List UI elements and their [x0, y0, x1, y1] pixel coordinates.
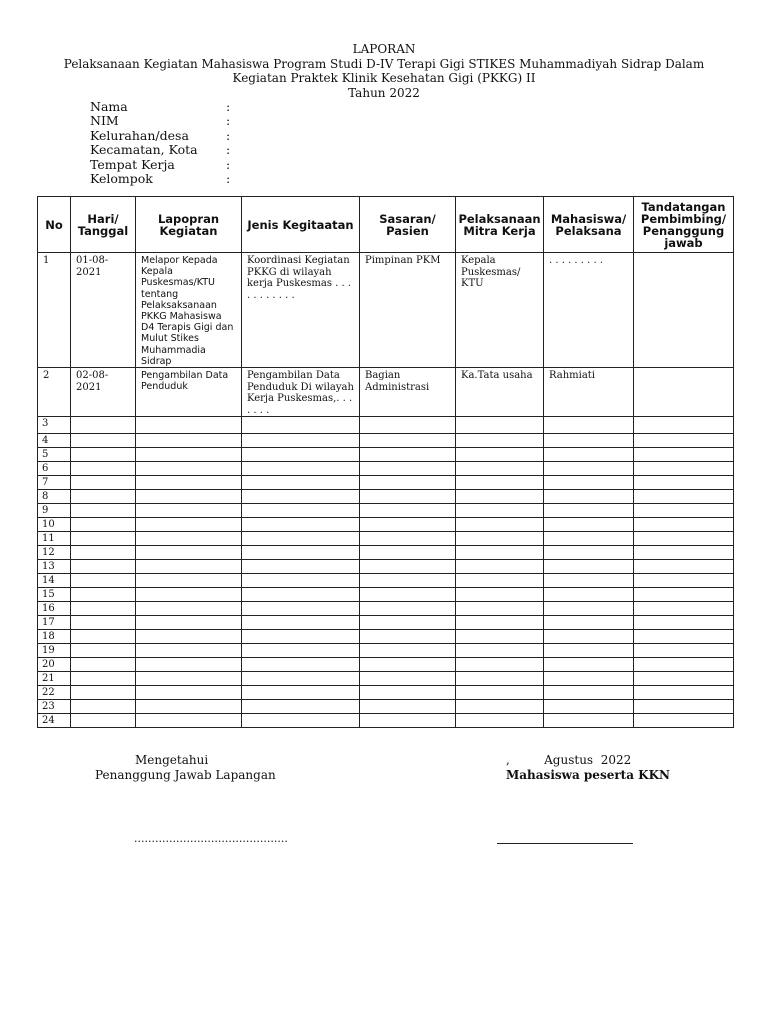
- empty-cell: [456, 630, 544, 644]
- report-header: [0, 42, 768, 100]
- empty-cell: [136, 476, 242, 490]
- empty-cell: [242, 616, 360, 630]
- cell-ttd: [634, 253, 734, 368]
- empty-cell: [634, 714, 734, 728]
- empty-cell: [360, 714, 456, 728]
- empty-cell: [242, 644, 360, 658]
- empty-cell: [456, 686, 544, 700]
- empty-cell: [242, 658, 360, 672]
- identity-colon: :: [226, 127, 231, 143]
- cell-no: 13: [38, 560, 71, 574]
- cell-no: 7: [38, 476, 71, 490]
- table-row: [38, 602, 734, 616]
- empty-cell: [71, 658, 136, 672]
- empty-cell: [242, 546, 360, 560]
- table-row: [38, 504, 734, 518]
- table-row: [38, 253, 734, 368]
- empty-cell: [544, 574, 634, 588]
- empty-cell: [136, 672, 242, 686]
- empty-cell: [71, 686, 136, 700]
- empty-cell: [634, 546, 734, 560]
- empty-cell: [456, 672, 544, 686]
- empty-cell: [456, 616, 544, 630]
- empty-cell: [360, 574, 456, 588]
- empty-cell: [360, 546, 456, 560]
- empty-cell: [544, 658, 634, 672]
- empty-cell: [360, 448, 456, 462]
- empty-cell: [360, 700, 456, 714]
- report-title: LAPORAN: [352, 42, 416, 56]
- empty-cell: [360, 672, 456, 686]
- empty-cell: [71, 518, 136, 532]
- right-signature-line: [497, 843, 633, 844]
- empty-cell: [634, 644, 734, 658]
- identity-colon: :: [226, 142, 231, 158]
- table-row: [38, 546, 734, 560]
- empty-cell: [456, 417, 544, 434]
- empty-cell: [136, 574, 242, 588]
- cell-mitra: Ka.Tata usaha: [456, 368, 544, 417]
- empty-cell: [136, 560, 242, 574]
- header-laporan: Lapopran Kegiatan: [136, 197, 242, 253]
- identity-colon: :: [226, 170, 231, 186]
- empty-cell: [634, 434, 734, 448]
- table-row: [38, 518, 734, 532]
- empty-cell: [360, 490, 456, 504]
- footer-left: [95, 753, 276, 782]
- empty-cell: [242, 714, 360, 728]
- table-row: [38, 588, 734, 602]
- identity-colon: :: [226, 156, 231, 172]
- cell-laporan: Pengambilan Data Penduduk: [136, 368, 242, 417]
- empty-cell: [360, 504, 456, 518]
- empty-cell: [71, 630, 136, 644]
- empty-cell: [634, 518, 734, 532]
- empty-cell: [544, 546, 634, 560]
- empty-cell: [242, 462, 360, 476]
- empty-cell: [360, 476, 456, 490]
- empty-cell: [634, 532, 734, 546]
- empty-cell: [136, 462, 242, 476]
- empty-cell: [544, 588, 634, 602]
- report-subtitle-line2: Kegiatan Praktek Klinik Kesehatan Gigi (PKKG) II: [232, 71, 536, 86]
- cell-no: 10: [38, 518, 71, 532]
- empty-cell: [456, 700, 544, 714]
- empty-cell: [634, 658, 734, 672]
- empty-cell: [544, 532, 634, 546]
- footer-mahasiswa: Mahasiswa peserta KKN: [506, 767, 670, 782]
- empty-cell: [456, 490, 544, 504]
- table-header-row: [38, 197, 734, 253]
- empty-cell: [544, 644, 634, 658]
- empty-cell: [242, 588, 360, 602]
- table-row: [38, 448, 734, 462]
- identity-label: NIM: [90, 113, 119, 129]
- cell-jenis: Pengambilan Data Penduduk Di wilayah Kerja Puskesmas,. . . . . . .: [242, 368, 360, 417]
- empty-cell: [136, 616, 242, 630]
- empty-cell: [360, 518, 456, 532]
- empty-cell: [360, 462, 456, 476]
- empty-cell: [456, 532, 544, 546]
- cell-mitra: Kepala Puskesmas/ KTU: [456, 253, 544, 368]
- table-row: [38, 462, 734, 476]
- empty-cell: [242, 686, 360, 700]
- empty-cell: [242, 504, 360, 518]
- left-signature-line: ............................................: [134, 832, 288, 845]
- empty-cell: [544, 602, 634, 616]
- empty-cell: [634, 672, 734, 686]
- footer-date: , Agustus 2022: [506, 753, 632, 767]
- empty-cell: [242, 518, 360, 532]
- empty-cell: [242, 434, 360, 448]
- empty-cell: [634, 560, 734, 574]
- empty-cell: [634, 616, 734, 630]
- empty-cell: [71, 574, 136, 588]
- empty-cell: [242, 448, 360, 462]
- empty-cell: [242, 532, 360, 546]
- empty-cell: [136, 504, 242, 518]
- cell-laporan: Melapor Kepada Kepala Puskesmas/KTU tentang Pelaksaksanaan PKKG Mahasiswa D4 Terapis Gigi dan Mulut Stikes Muhammadia Sidrap: [136, 253, 242, 368]
- empty-cell: [544, 462, 634, 476]
- empty-cell: [456, 518, 544, 532]
- empty-cell: [71, 434, 136, 448]
- empty-cell: [360, 616, 456, 630]
- cell-no: 23: [38, 700, 71, 714]
- table-row: [38, 560, 734, 574]
- table-row: [38, 476, 734, 490]
- empty-cell: [136, 417, 242, 434]
- empty-cell: [544, 417, 634, 434]
- empty-cell: [136, 532, 242, 546]
- empty-cell: [456, 658, 544, 672]
- header-ttd: Tandatangan Pembimbing/ Penanggung jawab: [634, 197, 734, 253]
- empty-cell: [634, 700, 734, 714]
- empty-cell: [242, 476, 360, 490]
- empty-cell: [71, 532, 136, 546]
- empty-cell: [71, 490, 136, 504]
- cell-jenis: Koordinasi Kegiatan PKKG di wilayah kerja Puskesmas . . . . . . . . . . .: [242, 253, 360, 368]
- table-row: [38, 490, 734, 504]
- empty-cell: [136, 448, 242, 462]
- empty-cell: [136, 714, 242, 728]
- empty-cell: [456, 644, 544, 658]
- empty-cell: [242, 700, 360, 714]
- empty-cell: [136, 658, 242, 672]
- empty-cell: [360, 417, 456, 434]
- cell-no: 3: [38, 417, 71, 434]
- empty-cell: [634, 574, 734, 588]
- empty-cell: [456, 476, 544, 490]
- empty-cell: [456, 602, 544, 616]
- cell-no: 22: [38, 686, 71, 700]
- table-row: [38, 644, 734, 658]
- footer-right: [506, 753, 670, 782]
- table-row: [38, 616, 734, 630]
- empty-cell: [456, 574, 544, 588]
- cell-no: 11: [38, 532, 71, 546]
- empty-cell: [360, 630, 456, 644]
- empty-cell: [71, 602, 136, 616]
- empty-cell: [544, 434, 634, 448]
- table-row: [38, 700, 734, 714]
- empty-cell: [360, 560, 456, 574]
- empty-cell: [456, 588, 544, 602]
- empty-cell: [634, 504, 734, 518]
- empty-cell: [136, 490, 242, 504]
- cell-no: 16: [38, 602, 71, 616]
- empty-cell: [242, 630, 360, 644]
- empty-cell: [544, 504, 634, 518]
- empty-cell: [71, 672, 136, 686]
- cell-no: 24: [38, 714, 71, 728]
- empty-cell: [242, 574, 360, 588]
- empty-cell: [544, 560, 634, 574]
- empty-cell: [456, 546, 544, 560]
- empty-cell: [71, 417, 136, 434]
- empty-cell: [71, 560, 136, 574]
- empty-cell: [634, 630, 734, 644]
- empty-cell: [544, 448, 634, 462]
- cell-sasaran: Bagian Administrasi: [360, 368, 456, 417]
- cell-no: 2: [38, 368, 71, 417]
- footer-penanggung-jawab: Penanggung Jawab Lapangan: [95, 767, 276, 782]
- empty-cell: [634, 686, 734, 700]
- empty-cell: [360, 644, 456, 658]
- cell-no: 4: [38, 434, 71, 448]
- empty-cell: [634, 417, 734, 434]
- empty-cell: [360, 686, 456, 700]
- empty-cell: [242, 490, 360, 504]
- table-row: [38, 672, 734, 686]
- table-row: [38, 434, 734, 448]
- empty-cell: [71, 700, 136, 714]
- empty-cell: [544, 490, 634, 504]
- empty-cell: [136, 644, 242, 658]
- header-tanggal: Hari/ Tanggal: [71, 197, 136, 253]
- empty-cell: [71, 504, 136, 518]
- empty-cell: [71, 476, 136, 490]
- cell-no: 1: [38, 253, 71, 368]
- empty-cell: [71, 644, 136, 658]
- cell-no: 9: [38, 504, 71, 518]
- identity-label: Kelompok: [90, 170, 153, 186]
- cell-no: 6: [38, 462, 71, 476]
- empty-cell: [136, 434, 242, 448]
- cell-sasaran: Pimpinan PKM: [360, 253, 456, 368]
- report-subtitle-line1: Pelaksanaan Kegiatan Mahasiswa Program Studi D-IV Terapi Gigi STIKES Muhammadiyah Sidrap Dalam: [63, 56, 705, 71]
- empty-cell: [71, 714, 136, 728]
- empty-cell: [360, 658, 456, 672]
- empty-cell: [544, 672, 634, 686]
- identity-label: Nama: [90, 99, 128, 114]
- table-row: [38, 368, 734, 417]
- empty-cell: [136, 546, 242, 560]
- empty-cell: [456, 714, 544, 728]
- cell-no: 14: [38, 574, 71, 588]
- empty-cell: [360, 588, 456, 602]
- empty-cell: [544, 686, 634, 700]
- empty-cell: [544, 616, 634, 630]
- empty-cell: [136, 602, 242, 616]
- empty-cell: [242, 672, 360, 686]
- table-row: [38, 658, 734, 672]
- header-sasaran: Sasaran/ Pasien: [360, 197, 456, 253]
- empty-cell: [136, 700, 242, 714]
- table-row: [38, 574, 734, 588]
- empty-cell: [242, 417, 360, 434]
- identity-label: Tempat Kerja: [90, 156, 175, 172]
- cell-no: 17: [38, 616, 71, 630]
- empty-cell: [634, 462, 734, 476]
- table-row: [38, 714, 734, 728]
- empty-cell: [544, 700, 634, 714]
- cell-no: 15: [38, 588, 71, 602]
- header-jenis: Jenis Kegitaatan: [242, 197, 360, 253]
- empty-cell: [634, 476, 734, 490]
- identity-colon: :: [226, 113, 231, 129]
- empty-cell: [360, 434, 456, 448]
- cell-no: 8: [38, 490, 71, 504]
- empty-cell: [456, 448, 544, 462]
- identity-label: Kecamatan, Kota: [90, 142, 198, 158]
- header-mitra: Pelaksanaan Mitra Kerja: [456, 197, 544, 253]
- empty-cell: [634, 448, 734, 462]
- cell-no: 12: [38, 546, 71, 560]
- cell-no: 20: [38, 658, 71, 672]
- table-row: [38, 532, 734, 546]
- cell-tanggal: 02-08-2021: [71, 368, 136, 417]
- identity-label: Kelurahan/desa: [90, 127, 189, 143]
- report-year: Tahun 2022: [348, 85, 420, 100]
- empty-cell: [456, 504, 544, 518]
- cell-ttd: [634, 368, 734, 417]
- header-mahasiswa: Mahasiswa/ Pelaksana: [544, 197, 634, 253]
- empty-cell: [71, 462, 136, 476]
- empty-cell: [544, 714, 634, 728]
- cell-no: 18: [38, 630, 71, 644]
- empty-cell: [360, 602, 456, 616]
- empty-cell: [71, 588, 136, 602]
- empty-cell: [456, 462, 544, 476]
- empty-cell: [456, 434, 544, 448]
- empty-cell: [634, 490, 734, 504]
- empty-cell: [634, 588, 734, 602]
- empty-cell: [360, 532, 456, 546]
- activity-table: [37, 196, 734, 728]
- identity-colon: :: [226, 99, 231, 114]
- empty-cell: [71, 546, 136, 560]
- empty-cell: [456, 560, 544, 574]
- empty-cell: [544, 518, 634, 532]
- empty-cell: [242, 560, 360, 574]
- cell-no: 5: [38, 448, 71, 462]
- cell-tanggal: 01-08-2021: [71, 253, 136, 368]
- cell-mahasiswa: Rahmiati: [544, 368, 634, 417]
- empty-cell: [544, 630, 634, 644]
- table-row: [38, 417, 734, 434]
- empty-cell: [634, 602, 734, 616]
- table-row: [38, 630, 734, 644]
- empty-cell: [136, 588, 242, 602]
- empty-cell: [242, 602, 360, 616]
- empty-cell: [136, 518, 242, 532]
- empty-cell: [71, 448, 136, 462]
- empty-cell: [136, 686, 242, 700]
- table-row: [38, 686, 734, 700]
- header-no: No: [38, 197, 71, 253]
- footer-mengetahui: Mengetahui: [135, 753, 209, 767]
- empty-cell: [136, 630, 242, 644]
- empty-cell: [544, 476, 634, 490]
- cell-no: 21: [38, 672, 71, 686]
- cell-mahasiswa: . . . . . . . . .: [544, 253, 634, 368]
- cell-no: 19: [38, 644, 71, 658]
- empty-cell: [71, 616, 136, 630]
